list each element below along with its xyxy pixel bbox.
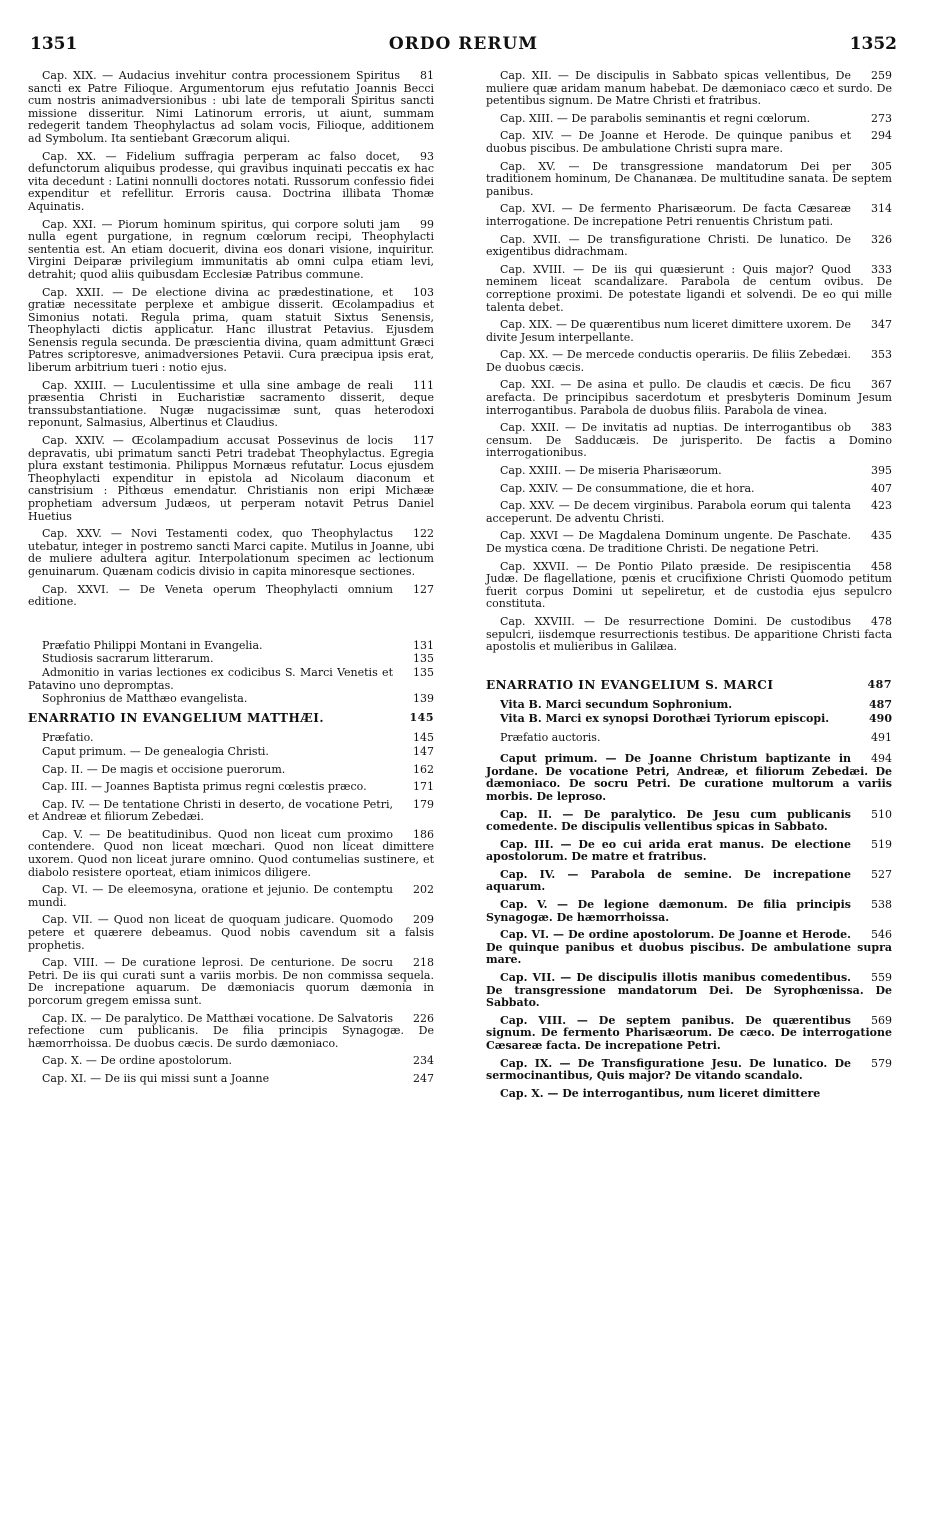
entry-text: Præfatio Philippi Montani in Evangelia. <box>42 639 263 652</box>
toc-entry <box>486 929 892 967</box>
running-header <box>30 34 897 64</box>
entry-page: 487 <box>869 699 892 712</box>
entry-page: 81 <box>420 69 434 82</box>
toc-entry <box>486 130 892 155</box>
entry-page: 226 <box>413 1011 434 1025</box>
toc-entry <box>28 829 434 879</box>
right-column <box>486 70 892 1105</box>
entry-page: 135 <box>413 666 434 679</box>
entry-page: 559 <box>871 971 892 985</box>
entry-text: Cap. IX. — De Transfiguratione Jesu. De lunatico. De sermocinantibus, Quis major? De vitando scandalo. <box>486 1056 851 1083</box>
left-column <box>28 70 434 1091</box>
entry-text: Cap. XXVI. — De Veneta operum Theophylacti omnium editione. <box>28 582 393 609</box>
toc-entry <box>28 764 434 777</box>
front-matter-entry <box>486 713 892 726</box>
entry-text: Cap. XXVIII. — De resurrectione Domini. De custodibus sepulcri, iisdemque resurrectionis testibus. De apparitione Christi facta apostolis et mulieribus in Galilæa. <box>486 614 892 654</box>
entry-text: Cap. XXIII. — De miseria Pharisæorum. <box>500 464 722 478</box>
entry-text: Cap. XXIII. — Luculentissime et ulla sine ambage de reali præsentia Christi in Eucharistiæ sacramento disserit, deque transsubstantiatione. Nugæ nugacissimæ sunt, quas heterodoxi reponunt, Salmasius, Albertinus et Claudius. <box>28 378 434 430</box>
toc-entry <box>486 561 892 611</box>
entry-page: 234 <box>413 1054 434 1068</box>
entry-text: Cap. XXII. — De invitatis ad nuptias. De interrogantibus ob censum. De Sadducæis. De jurisperito. De factis a Domino interrogationibus. <box>486 421 892 460</box>
entry-page: 294 <box>871 129 892 143</box>
entry-page: 519 <box>871 837 892 851</box>
toc-entry <box>486 349 892 374</box>
entry-text: Cap. VI. — De ordine apostolorum. De Joanne et Herode. De quinque panibus et duobus piscibus. De ambulatione supra mare. <box>486 928 892 967</box>
toc-entry <box>28 1013 434 1051</box>
toc-entry <box>486 465 892 478</box>
toc-entry <box>28 287 434 375</box>
entry-page: 347 <box>871 318 892 332</box>
entry-page: 478 <box>871 614 892 628</box>
front-matter-entry <box>28 693 434 706</box>
entry-text: Admonitio in varias lectiones ex codicibus S. Marci Venetis et Patavino uno depromptas. <box>28 666 393 692</box>
entry-page: 122 <box>413 527 434 541</box>
entry-page: 423 <box>871 499 892 513</box>
entry-text: Cap. XXIV. — Œcolampadium accusat Possevinus de locis depravatis, ubi primatum sancti Petri tradebat Theophylactus. Egregia plura exstant testimonia. Philippus Mornæus refutatur. Locus ejusdem Theophylacti expenditur in epistola ad Nicolaum diaconum et canstrisium : Pithœus emendatur. Christianis non eripi Michææ prophetiam adversum Judæos, ut perperam notavit Petrus Daniel Huetius <box>28 434 434 523</box>
toc-entry <box>486 753 892 803</box>
entry-text: Cap. XXV. — De decem virginibus. Parabola eorum qui talenta acceperunt. De adventu Christi. <box>486 499 851 525</box>
toc-entry <box>486 869 892 894</box>
entry-page: 494 <box>871 752 892 766</box>
toc-entry <box>486 839 892 864</box>
toc-entry <box>28 528 434 578</box>
front-matter-list <box>28 640 434 706</box>
entry-text: Cap. XVIII. — De iis qui quæsierunt : Quis major? Quod neminem liceat scandalizare. Parabola de centum ovibus. De correptione proximi. De potestate ligandi et solvendi. De eo qui mille talenta debet. <box>486 262 892 314</box>
entry-text: Cap. VII. — De discipulis illotis manibus comedentibus. De transgressione mandatorum Dei. De Syrophœnissa. De Sabbato. <box>486 971 892 1010</box>
entry-page: 103 <box>413 285 434 299</box>
entry-page: 127 <box>413 582 434 596</box>
entry-page: 139 <box>413 693 434 706</box>
entry-text: Sophronius de Matthæo evangelista. <box>42 693 248 706</box>
page-number-right: 1352 <box>849 34 897 54</box>
front-matter-entry <box>28 640 434 653</box>
chapter-list-theophylact <box>28 70 434 609</box>
entry-page: 353 <box>871 348 892 362</box>
entry-text: Cap. XIX. — Audacius invehitur contra processionem Spiritus sancti ex Patre Filioque. Argumentorum ejus refutatio Joannis Becci cum nostris animadversionibus : ubi late de temporali Spiritus sancti missione disseritur. Nimi Latinorum erroris, ut aiunt, summam redegerit tandem Theophylactus ad solam vocis, Filioque, additionem ad Symbolum. Ita sentiebant Græcorum aliqui. <box>28 69 434 145</box>
front-matter-entry <box>486 699 892 712</box>
entry-text: Cap. X. — De interrogantibus, num liceret dimittere <box>500 1086 821 1100</box>
entry-text: Cap. XIV. — De Joanne et Herode. De quinque panibus et duobus piscibus. De ambulatione Christi supra mare. <box>486 129 851 155</box>
toc-entry <box>486 1088 892 1101</box>
entry-text: Cap. XX. — Fidelium suffragia perperam ac falso docet, defunctorum aliquibus prodesse, qui gravibus inquinati peccatis ex hac vita decedunt : Latini nonnulli doctores notati. Russorum confessio fidei expenditur et refellitur. Erroris causa. Doctrina illibata Thomæ Aquinatis. <box>28 149 434 213</box>
entry-page: 218 <box>413 956 434 970</box>
entry-page: 135 <box>413 653 434 666</box>
entry-page: 490 <box>869 712 892 725</box>
running-title: ORDO RERUM <box>388 34 539 54</box>
entry-text: Cap. XII. — De discipulis in Sabbato spicas vellentibus, De muliere quæ aridam manum habebat. De dæmoniaco cæco et surdo. De petentibus signum. De Matre Christi et fratribus. <box>486 69 892 108</box>
entry-text: Cap. IV. — Parabola de semine. De increpatione aquarum. <box>486 867 851 894</box>
toc-entry <box>486 809 892 834</box>
preface-entry <box>28 732 434 745</box>
entry-text: Cap. V. — De beatitudinibus. Quod non liceat cum proximo contendere. Quod non liceat mœchari. Quod non liceat dimittere uxorem. Quod non liceat jurare omnino. Quod contumelias sustinere, et diabolo resistere oporteat, etiam inimicos diligere. <box>28 827 434 879</box>
toc-entry <box>486 500 892 525</box>
toc-entry <box>486 234 892 259</box>
toc-entry <box>28 151 434 214</box>
entry-text: Cap. II. — De magis et occisione puerorum. <box>42 762 286 776</box>
entry-text: Cap. VII. — Quod non liceat de quoquam judicare. Quomodo petere et quærere debeamus. Quod nobis cavendum sit a falsis prophetis. <box>28 913 434 952</box>
entry-text: Cap. XIX. — De quærentibus num liceret dimittere uxorem. De divite Jesum interpellante. <box>486 318 851 344</box>
entry-text: Cap. II. — De paralytico. De Jesu cum publicanis comedente. De discipulis vellentibus spicas in Sabbato. <box>486 807 851 834</box>
toc-entry <box>28 70 434 146</box>
toc-entry <box>28 884 434 909</box>
entry-page: 579 <box>871 1056 892 1070</box>
entry-page: 171 <box>413 780 434 794</box>
entry-page: 491 <box>871 731 892 744</box>
entry-page: 259 <box>871 69 892 82</box>
entry-text: Cap. XXVI — De Magdalena Dominum ungente. De Paschate. De mystica cœna. De traditione Christi. De negatione Petri. <box>486 529 851 555</box>
front-matter-entry <box>28 667 434 692</box>
toc-entry <box>486 422 892 460</box>
entry-text: Cap. VI. — De eleemosyna, oratione et jejunio. De contemptu mundi. <box>28 883 393 909</box>
toc-entry <box>486 70 892 108</box>
entry-page: 326 <box>871 232 892 246</box>
toc-entry <box>486 161 892 199</box>
entry-page: 247 <box>413 1071 434 1085</box>
entry-page: 186 <box>413 827 434 841</box>
entry-page: 383 <box>871 421 892 435</box>
entry-text: Cap. XX. — De mercede conductis operariis. De filiis Zebedæi. De duobus cæcis. <box>486 348 851 374</box>
entry-page: 510 <box>871 807 892 821</box>
entry-page: 131 <box>413 639 434 652</box>
entry-text: Cap. XV. — De transgressione mandatorum Dei per traditionem hominum, De Chananæa. De multitudine sanata. De septem panibus. <box>486 159 892 198</box>
section-heading-mark <box>486 679 892 692</box>
toc-entry <box>28 914 434 952</box>
entry-text: Cap. XVII. — De transfiguratione Christi. De lunatico. De exigentibus didrachmam. <box>486 232 851 259</box>
toc-entry <box>486 379 892 417</box>
entry-page: 538 <box>871 898 892 912</box>
entry-text: Studiosis sacrarum litterarum. <box>42 653 214 666</box>
entry-text: Cap. XXVII. — De Pontio Pilato præside. De resipiscentia Judæ. De flagellatione, pœnis et crucifixione Christi Quomodo petitum fuerit corpus Domini ut sepeliretur, et de custodia ejus sepulcro constituta. <box>486 559 892 611</box>
entry-text: Cap. VIII. — De septem panibus. De quærentibus signum. De fermento Pharisæorum. De cæco. De interrogatione Cæsareæ facta. De increpatione Petri. <box>486 1013 892 1052</box>
entry-text: Vita B. Marci ex synopsi Dorothæi Tyriorum episcopi. <box>500 712 830 725</box>
toc-entry <box>486 113 892 126</box>
chapter-list-matthew-cont <box>486 70 892 654</box>
entry-page: 367 <box>871 378 892 392</box>
section-title: ENARRATIO IN EVANGELIUM MATTHÆI. <box>28 711 325 725</box>
entry-text: Cap. III. — Joannes Baptista primus regni cœlestis præco. <box>42 780 367 794</box>
toc-entry <box>486 616 892 654</box>
toc-entry <box>486 1015 892 1053</box>
section-heading-matthew <box>28 712 434 725</box>
mark-front-matter <box>486 699 892 725</box>
entry-page: 395 <box>871 464 892 478</box>
entry-page: 93 <box>420 149 434 163</box>
toc-entry <box>486 264 892 314</box>
entry-page: 546 <box>871 928 892 942</box>
entry-text: Cap. V. — De legione dæmonum. De filia principis Synagogæ. De hæmorrhoissa. <box>486 898 851 924</box>
entry-text: Caput primum. — De Joanne Christum baptizante in Jordane. De vocatione Petri, Andreæ, et filiorum Zebedæi. De dæmoniaco. De socru Petri. De curatione multorum a variis morbis. De leproso. <box>486 752 892 803</box>
toc-entry <box>486 203 892 228</box>
entry-page: 435 <box>871 529 892 543</box>
entry-page: 305 <box>871 159 892 173</box>
entry-text: Cap. III. — De eo cui arida erat manus. De electione apostolorum. De matre et fratribus. <box>486 837 851 864</box>
toc-entry <box>28 219 434 282</box>
toc-entry <box>28 781 434 794</box>
toc-entry <box>28 957 434 1007</box>
chapter-list-mark <box>486 753 892 1100</box>
entry-text: Cap. XXIV. — De consummatione, die et hora. <box>500 481 755 495</box>
entry-text: Vita B. Marci secundum Sophronium. <box>500 699 733 712</box>
entry-text: Cap. VIII. — De curatione leprosi. De centurione. De socru Petri. De iis qui curati sunt a variis morbis. De non commissa sequela. De increpatione aquarum. De dæmoniacis quorum dæmonia in porcorum gregem emissa sunt. <box>28 956 434 1007</box>
entry-page: 162 <box>413 762 434 776</box>
toc-entry <box>28 1073 434 1086</box>
toc-entry <box>28 1055 434 1068</box>
entry-text: Cap. IV. — De tentatione Christi in deserto, de vocatione Petri, et Andreæ et filiorum Zebedæi. <box>28 797 393 824</box>
toc-entry <box>28 435 434 523</box>
entry-text: Præfatio. <box>42 732 94 745</box>
entry-page: 209 <box>413 913 434 927</box>
toc-entry <box>28 380 434 430</box>
toc-entry <box>28 584 434 609</box>
front-matter-entry <box>28 653 434 666</box>
preface-entry <box>486 732 892 745</box>
entry-page: 99 <box>420 217 434 231</box>
entry-text: Cap. XXI. — De asina et pullo. De claudis et cæcis. De ficu arefacta. De principibus sacerdotum et presbyteris Dominum Jesum interrogantibus. Parabola de duobus filiis. Parabola de vinea. <box>486 378 892 417</box>
toc-entry <box>486 319 892 344</box>
entry-page: 179 <box>413 797 434 811</box>
entry-text: Cap. XXII. — De electione divina ac prædestinatione, et gratiæ necessitate perplexe et ambigue disserit. Œcolampadius et Simonius notati. Regula prima, quam statuit Sixtus Senensis, Theophylacti dictis applicatur. Hanc illustrat Petavius. Ejusdem Senensis regula secunda. De præscientia divina, quam admittunt Græci Patres scriptoresve, animadversiones Petavii. Cura præcipua ipsis erat, liberum arbitrium tueri : notio ejus. <box>28 285 434 375</box>
entry-page: 569 <box>871 1013 892 1027</box>
entry-page: 111 <box>413 378 434 392</box>
entry-text: Cap. XI. — De iis qui missi sunt a Joanne <box>42 1071 270 1085</box>
entry-text: Cap. X. — De ordine apostolorum. <box>42 1054 233 1068</box>
section-page: 487 <box>867 678 892 691</box>
entry-text: Cap. XXV. — Novi Testamenti codex, quo Theophylactus utebatur, integer in postremo sancti Marci capite. Mutilus in Joanne, ubi de muliere adultera agitur. Interpolationum specimen ac lectionum genuinarum. Quænam codicis divisio in capita minoresque sectiones. <box>28 527 434 578</box>
toc-entry <box>486 972 892 1010</box>
entry-page: 407 <box>871 481 892 495</box>
entry-page: 458 <box>871 559 892 573</box>
entry-page: 273 <box>871 111 892 125</box>
entry-page: 527 <box>871 867 892 881</box>
entry-text: Cap. IX. — De paralytico. De Matthæi vocatione. De Salvatoris refectione cum publicanis. De filia principis Synagogæ. De hæmorrhoissa. De duobus cæcis. De surdo dæmoniaco. <box>28 1011 434 1050</box>
section-page: 145 <box>409 711 434 724</box>
entry-page: 202 <box>413 883 434 897</box>
entry-text: Caput primum. — De genealogia Christi. <box>42 744 269 758</box>
entry-page: 333 <box>871 262 892 276</box>
entry-page: 314 <box>871 202 892 216</box>
entry-page: 145 <box>413 732 434 745</box>
toc-entry <box>486 530 892 555</box>
entry-text: Cap. XVI. — De fermento Pharisæorum. De facta Cæsareæ interrogatione. De increpatione Petri renuentis Christum pati. <box>486 202 851 228</box>
page-number-left: 1351 <box>30 34 78 54</box>
toc-entry <box>28 799 434 824</box>
toc-entry <box>28 746 434 759</box>
entry-page: 117 <box>413 434 434 448</box>
entry-text: Cap. XIII. — De parabolis seminantis et regni cœlorum. <box>500 111 811 125</box>
entry-text: Præfatio auctoris. <box>500 731 601 744</box>
toc-entry <box>486 899 892 924</box>
entry-page: 147 <box>413 744 434 758</box>
section-title: ENARRATIO IN EVANGELIUM S. MARCI <box>486 678 774 692</box>
toc-entry <box>486 483 892 496</box>
entry-text: Cap. XXI. — Piorum hominum spiritus, qui corpore soluti jam nulla egent purgatione, in regnum cœlorum recipi, Theophylacti sententia est. An etiam docuerit, divina eos donari visione, inquiritur. Virgini Deiparæ privilegium immunitatis ab omni culpa etiam levi, detrahit; quod aliis quibusdam Ecclesiæ Patribus commune. <box>28 217 434 281</box>
toc-entry <box>486 1058 892 1083</box>
chapter-list-matthew <box>28 746 434 1086</box>
